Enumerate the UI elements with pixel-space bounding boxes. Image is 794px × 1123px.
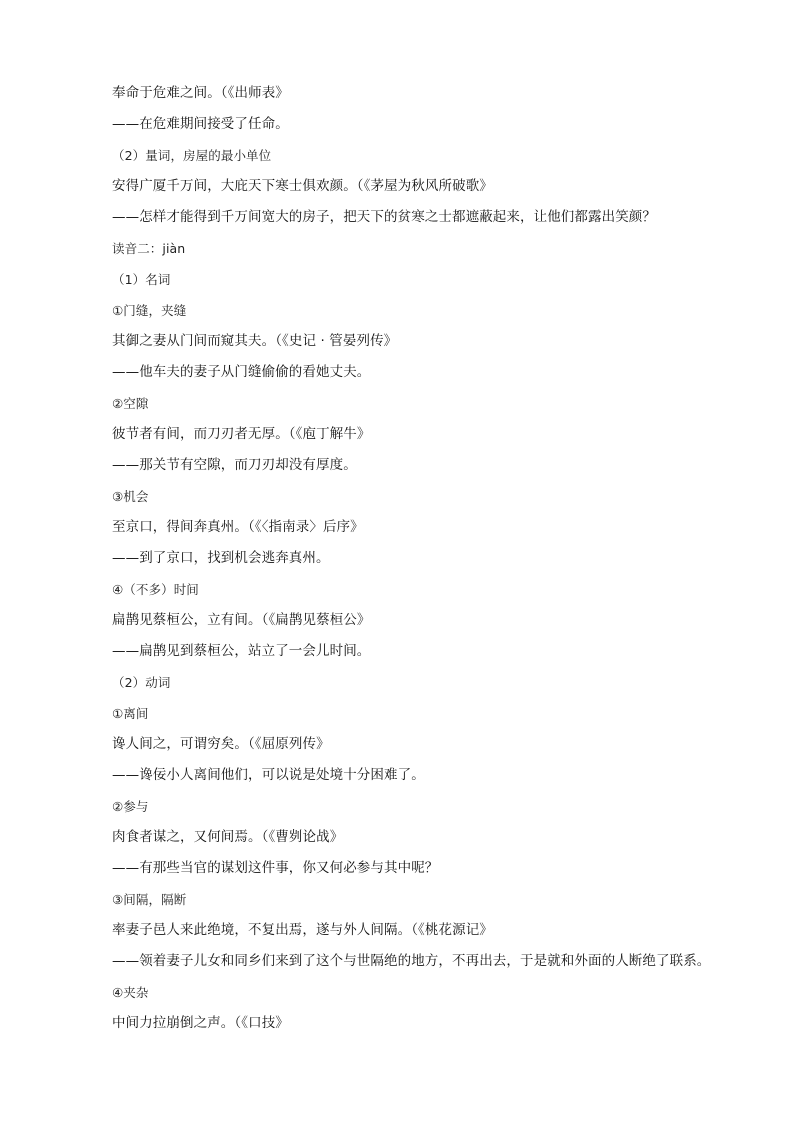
translation-line: ——扁鹊见到蔡桓公，站立了一会儿时间。 <box>112 643 371 659</box>
translation-line: ——怎样才能得到千万间宽大的房子，把天下的贫寒之士都遮蔽起来，让他们都露出笑颜？ <box>112 209 656 225</box>
quote-line: 安得广厦千万间，大庇天下寒士俱欢颜。（《茅屋为秋风所破歌》 <box>112 178 493 194</box>
pronunciation-heading: 读音二：jiàn <box>112 241 186 256</box>
quote-line: 扁鹊见蔡桓公，立有间。（《扁鹊见蔡桓公》 <box>112 612 371 628</box>
translation-line: ——到了京口，找到机会逃奔真州。 <box>112 550 330 566</box>
sense-heading: （2）量词，房屋的最小单位 <box>112 148 272 163</box>
quote-line: 奉命于危难之间。（《出师表》 <box>112 85 289 101</box>
sense-heading: ①门缝，夹缝 <box>112 303 187 318</box>
translation-line: ——他车夫的妻子从门缝偷偷的看她丈夫。 <box>112 364 371 380</box>
part-of-speech-heading: （2）动词 <box>112 675 171 690</box>
quote-line: 肉食者谋之，又何间焉。（《曹刿论战》 <box>112 829 344 845</box>
translation-line: ——有那些当官的谋划这件事，你又何必参与其中呢？ <box>112 860 439 876</box>
sense-heading: ④夹杂 <box>112 985 149 1000</box>
part-of-speech-heading: （1）名词 <box>112 272 171 287</box>
quote-line: 其御之妻从门间而窥其夫。（《史记 · 管晏列传》 <box>112 333 398 349</box>
sense-heading: ③机会 <box>112 489 149 504</box>
quote-line: 中间力拉崩倒之声。（《口技》 <box>112 1015 289 1031</box>
document-body <box>112 78 772 1039</box>
quote-line: 谗人间之，可谓穷矣。（《屈原列传》 <box>112 736 330 752</box>
sense-heading: ②参与 <box>112 799 149 814</box>
quote-line: 率妻子邑人来此绝境，不复出焉，遂与外人间隔。（《桃花源记》 <box>112 922 493 938</box>
translation-line: ——在危难期间接受了任命。 <box>112 116 289 132</box>
quote-line: 至京口，得间奔真州。（《〈指南录〉后序》 <box>112 519 364 535</box>
translation-line: ——领着妻子儿女和同乡们来到了这个与世隔绝的地方，不再出去，于是就和外面的人断绝了联系。 <box>112 953 711 969</box>
quote-line: 彼节者有间，而刀刃者无厚。（《庖丁解牛》 <box>112 426 371 442</box>
translation-line: ——谗佞小人离间他们，可以说是处境十分困难了。 <box>112 767 425 783</box>
sense-heading: ①离间 <box>112 706 149 721</box>
sense-heading: ③间隔，隔断 <box>112 892 187 907</box>
sense-heading: ④（不多）时间 <box>112 582 199 597</box>
translation-line: ——那关节有空隙，而刀刃却没有厚度。 <box>112 457 357 473</box>
sense-heading: ②空隙 <box>112 396 149 411</box>
